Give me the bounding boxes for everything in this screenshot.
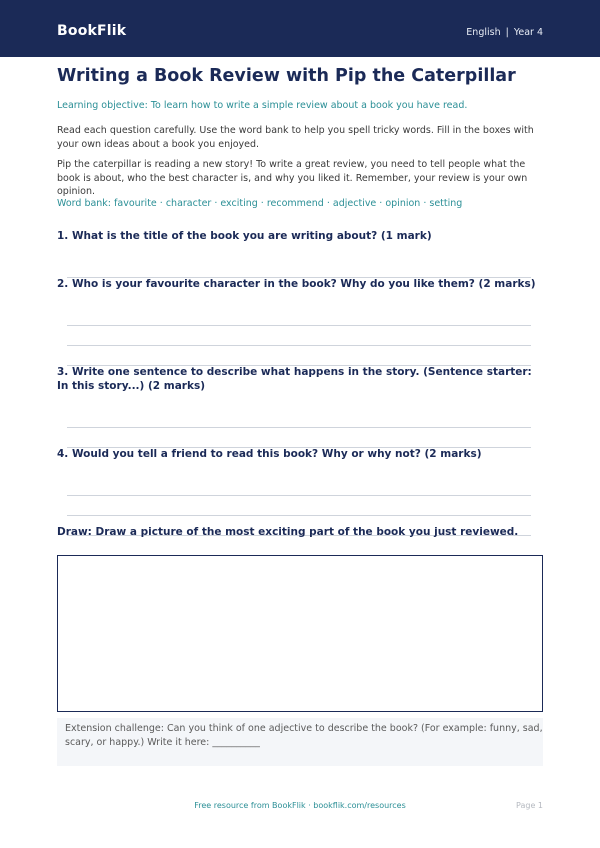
learning-objective: Learning objective: To learn how to write a simple review about a book you have read.: [57, 100, 468, 111]
drawing-area[interactable]: [57, 555, 543, 712]
answer-line-q4-2[interactable]: [67, 515, 531, 516]
question-1: 1. What is the title of the book you are writing about? (1 mark): [57, 230, 432, 242]
answer-line-q2-2[interactable]: [67, 345, 531, 346]
answer-line-q4-1[interactable]: [67, 495, 531, 496]
page-number: Page 1: [516, 801, 543, 810]
page-header: [0, 0, 600, 57]
subject-year-label: [466, 27, 543, 38]
year-label: Year 4: [513, 27, 543, 38]
footer-credit: Free resource from BookFlik · bookflik.com/resources: [194, 801, 406, 810]
question-3: 3. Write one sentence to describe what happens in the story. (Sentence starter: In this story...) (2 marks): [57, 366, 532, 392]
answer-line-q3-1[interactable]: [67, 427, 531, 428]
extension-challenge: Extension challenge: Can you think of one adjective to describe the book? (For example: funny, sad, scary, or happy.) Write it here: __________: [57, 718, 543, 766]
story-intro-paragraph: Pip the caterpillar is reading a new story! To write a great review, you need to tell people what the book is about, who the best character is, and why you liked it. Remember, your review is your own opinion.: [57, 159, 528, 197]
word-bank: Word bank: favourite · character · exciting · recommend · adjective · opinion · setting: [57, 198, 463, 209]
answer-line-q2-1[interactable]: [67, 325, 531, 326]
instructions-paragraph: Read each question carefully. Use the word bank to help you spell tricky words. Fill in the boxes with your own ideas about a book you enjoyed.: [57, 125, 534, 150]
meta-separator: |: [505, 27, 509, 38]
draw-prompt: Draw: Draw a picture of the most exciting part of the book you just reviewed.: [57, 526, 519, 538]
question-2: 2. Who is your favourite character in the book? Why do you like them? (2 marks): [57, 278, 536, 290]
brand-logo-text: BookFlik: [57, 23, 127, 39]
question-4: 4. Would you tell a friend to read this book? Why or why not? (2 marks): [57, 448, 482, 460]
page-title: Writing a Book Review with Pip the Caterpillar: [57, 66, 516, 86]
subject-label: English: [466, 27, 501, 38]
